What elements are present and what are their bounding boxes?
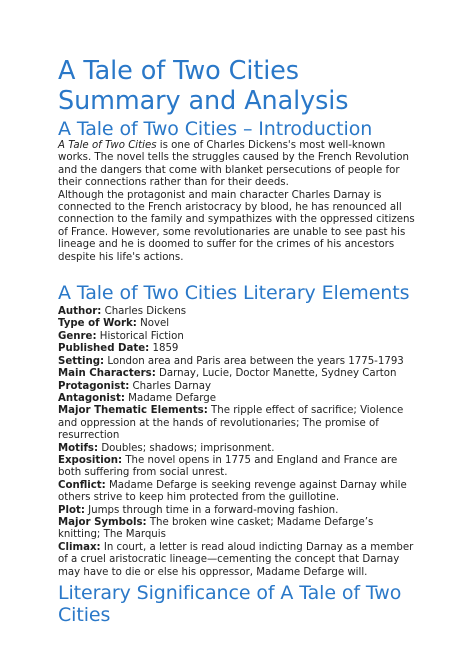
element-value: Charles Dickens [101, 306, 187, 318]
element-label: Climax: [58, 541, 101, 553]
element-value: Madame Defarge [124, 392, 217, 404]
element-item-antagonist [58, 393, 418, 405]
element-label: Type of Work: [58, 318, 137, 330]
element-item-conflict [58, 480, 418, 505]
element-value: Charles Darnay [129, 380, 211, 392]
element-item-setting [58, 356, 418, 368]
element-item-motifs [58, 443, 418, 455]
intro-paragraph-1-text: is one of Charles Dickens's most well-known works. The novel tells the struggles caused by the French Revolution and the dangers that come with blanket persecutions of people for their connections rather than for their deeds. [58, 140, 409, 189]
element-item-protagonist [58, 381, 418, 393]
element-item-exposition [58, 455, 418, 480]
element-label: Plot: [58, 504, 85, 516]
intro-paragraph-2: Although the protagonist and main character Charles Darnay is connected to the French aristocracy by blood, he has renounced all connection to the family and sympathizes with the oppressed citizens of France. However, some revolutionaries are unable to see past his lineage and he is doomed to suffer for the crimes of his ancestors despite his life's actions. [58, 189, 415, 263]
element-label: Published Date: [58, 343, 150, 355]
element-item-major-symbols [58, 517, 418, 542]
element-value: The broken wine casket; Madame Defarge’s knitting; The Marquis [58, 516, 374, 541]
element-label: Protagonist: [58, 380, 130, 392]
element-label: Exposition: [58, 454, 123, 466]
elements-heading: A Tale of Two Cities Literary Elements [58, 282, 410, 305]
significance-heading: Literary Significance of A Tale of Two Cities [58, 582, 402, 626]
element-label: Conflict: [58, 479, 106, 491]
element-value: The ripple effect of sacrifice; Violence and oppression at the hands of revolutionaries; The promise of resurrection [58, 405, 404, 442]
element-value: The novel opens in 1775 and England and France are both suffering from social unrest. [58, 454, 398, 479]
element-value: Madame Defarge is seeking revenge against Darnay while others strive to keep him protected from the guillotine. [58, 479, 407, 504]
element-item-published-date [58, 343, 418, 355]
element-value: Jumps through time in a forward-moving fashion. [84, 504, 339, 516]
element-value: Novel [136, 318, 170, 330]
element-label: Major Thematic Elements: [58, 405, 208, 417]
element-value: Historical Fiction [96, 330, 184, 342]
element-item-main-characters [58, 368, 418, 380]
element-label: Genre: [58, 330, 97, 342]
element-item-thematic-elements [58, 405, 418, 442]
element-item-author [58, 306, 418, 318]
intro-paragraph-1 [58, 140, 418, 190]
element-item-genre [58, 331, 418, 343]
element-item-climax [58, 542, 418, 579]
element-value: 1859 [149, 343, 179, 355]
element-label: Author: [58, 306, 102, 318]
document-page [58, 56, 418, 626]
element-label: Setting: [58, 355, 105, 367]
element-value: Doubles; shadows; imprisonment. [98, 442, 275, 454]
element-label: Main Characters: [58, 368, 156, 380]
element-value: In court, a letter is read aloud indicting Darnay as a member of a cruel aristocratic lineage—cementing the concept that Darnay may have to die or else his oppressor, Madame Defarge will. [58, 541, 414, 578]
element-value: London area and Paris area between the years 1775-1793 [104, 355, 404, 367]
page-title: A Tale of Two Cities Summary and Analysis [58, 56, 349, 116]
element-item-type-of-work [58, 318, 418, 330]
element-label: Antagonist: [58, 392, 125, 404]
element-label: Major Symbols: [58, 516, 147, 528]
element-item-plot [58, 505, 418, 517]
element-label: Motifs: [58, 442, 99, 454]
intro-heading: A Tale of Two Cities – Introduction [58, 118, 373, 140]
element-value: Darnay, Lucie, Doctor Manette, Sydney Carton [155, 368, 397, 380]
book-title-italic: A Tale of Two Cities [58, 140, 157, 151]
